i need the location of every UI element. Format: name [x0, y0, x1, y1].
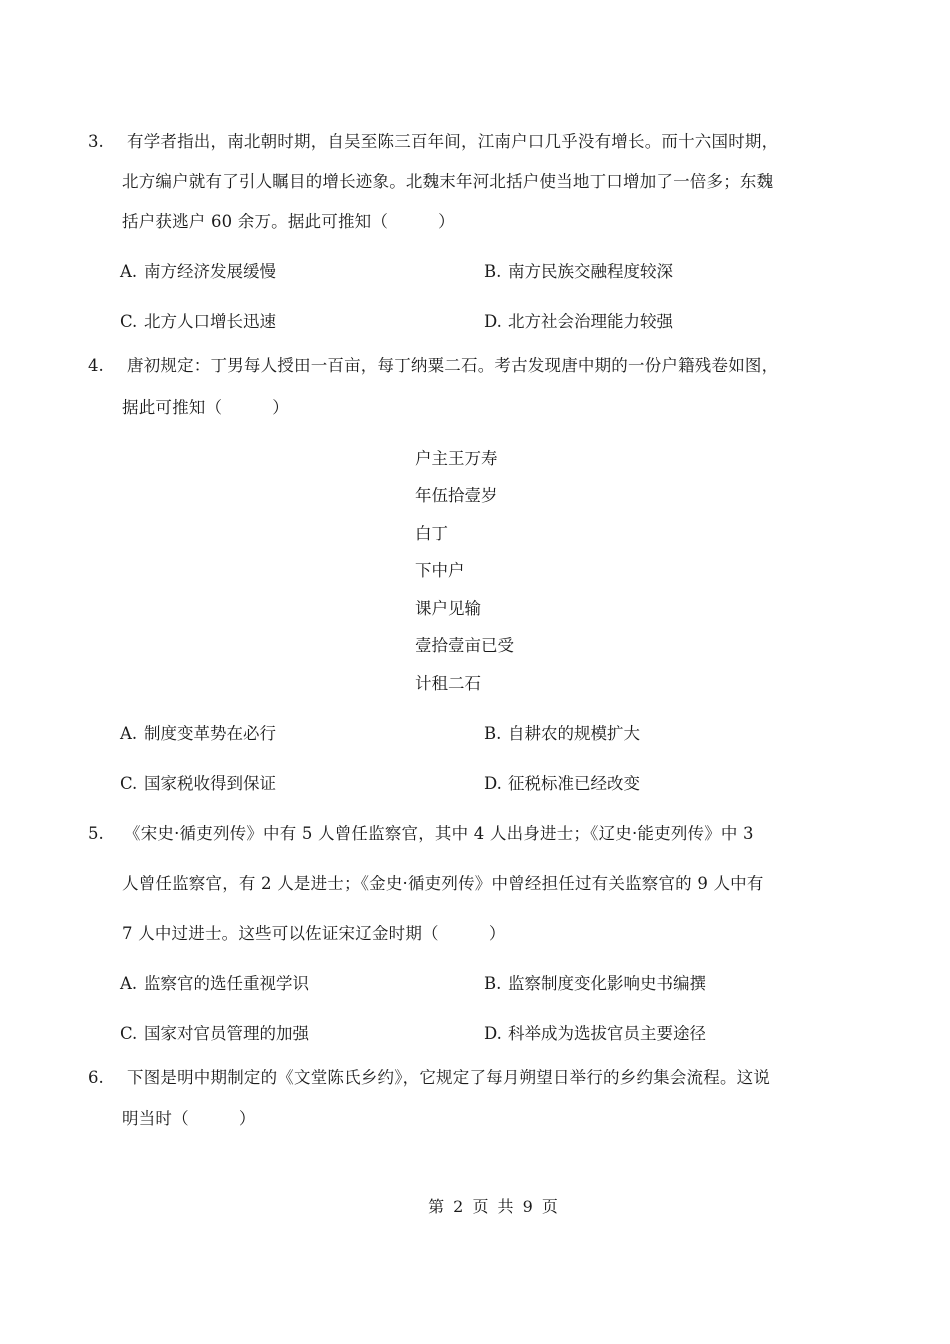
census-line: 下中户: [415, 561, 465, 580]
question-text-line: 7 人中过进士。这些可以佐证宋辽金时期（ ）: [122, 924, 506, 943]
option-d: D. 科举成为选拔官员主要途径: [484, 1024, 706, 1043]
question-text-line: 据此可推知（ ）: [122, 398, 289, 417]
option-a: A. 制度变革势在必行: [120, 724, 276, 743]
census-line: 壹拾壹亩已受: [415, 636, 514, 655]
census-line: 计租二石: [415, 674, 481, 693]
option-b: B. 南方民族交融程度较深: [484, 262, 673, 281]
question-text-line: 括户获逃户 60 余万。据此可推知（ ）: [122, 212, 455, 231]
question-text-line: 明当时（ ）: [122, 1109, 256, 1128]
option-b: B. 监察制度变化影响史书编撰: [484, 974, 706, 993]
option-c: C. 北方人口增长迅速: [120, 312, 276, 331]
census-line: 白丁: [415, 524, 448, 543]
option-c: C. 国家税收得到保证: [120, 774, 276, 793]
option-c: C. 国家对官员管理的加强: [120, 1024, 309, 1043]
option-d: D. 北方社会治理能力较强: [484, 312, 673, 331]
question-text-line: 下图是明中期制定的《文堂陈氏乡约》，它规定了每月朔望日举行的乡约集会流程。这说: [127, 1068, 771, 1087]
question-number: 3.: [88, 132, 104, 151]
page-footer: 第 2 页 共 9 页: [428, 1197, 558, 1216]
option-b: B. 自耕农的规模扩大: [484, 724, 640, 743]
census-line: 户主王万寿: [415, 449, 498, 468]
question-text-line: 人曾任监察官，有 2 人是进士；《金史·循吏列传》中曾经担任过有关监察官的 9 人中有: [122, 874, 764, 893]
option-d: D. 征税标准已经改变: [484, 774, 640, 793]
census-line: 课户见输: [415, 599, 481, 618]
question-text-line: 《宋史·循吏列传》中有 5 人曾任监察官，其中 4 人出身进士；《辽史·能吏列传》中 3: [124, 824, 754, 843]
option-a: A. 南方经济发展缓慢: [120, 262, 276, 281]
question-number: 4.: [88, 356, 104, 375]
option-a: A. 监察官的选任重视学识: [120, 974, 309, 993]
question-number: 5.: [88, 824, 104, 843]
question-text-line: 北方编户就有了引人瞩目的增长迹象。北魏末年河北括户使当地丁口增加了一倍多；东魏: [122, 172, 774, 191]
question-number: 6.: [88, 1068, 104, 1087]
question-text-line: 唐初规定：丁男每人授田一百亩，每丁纳粟二石。考古发现唐中期的一份户籍残卷如图，: [127, 356, 779, 375]
question-text-line: 有学者指出，南北朝时期，自吴至陈三百年间，江南户口几乎没有增长。而十六国时期，: [127, 132, 779, 151]
census-line: 年伍拾壹岁: [415, 486, 498, 505]
